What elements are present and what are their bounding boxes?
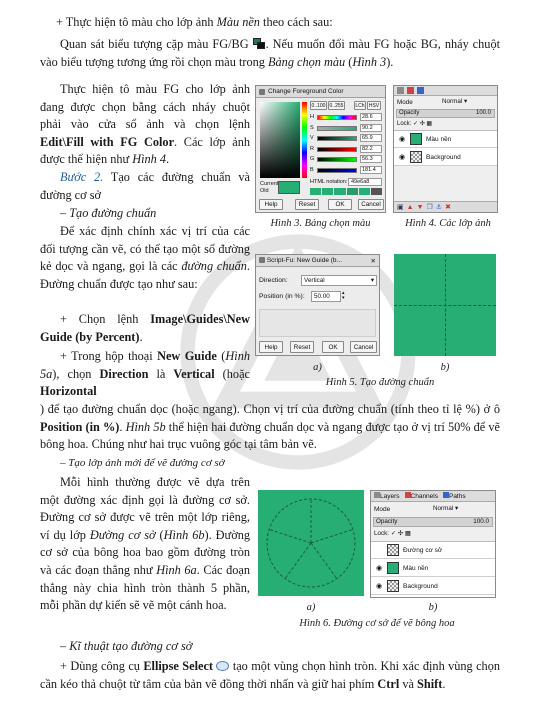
label-5a: a) [313, 362, 322, 373]
channel-sliders [310, 113, 384, 177]
tab-layers[interactable]: Layers [374, 492, 400, 500]
paragraph-fill-fg: Thực hiện tô màu FG cho lớp ảnh đang được chọn bằng cách nháy chuột phải vào cửa sổ ảnh và chọn lệnh Edit\Fill with FG Color. Các lớp ảnh được thể hiện như Hình 4. [40, 82, 250, 167]
label-5b: b) [440, 362, 450, 373]
dialog-title: Change Foreground Color [268, 88, 344, 95]
channel-value[interactable]: 181.4 [360, 166, 382, 174]
gimp-icon [259, 89, 265, 95]
base-segment [311, 543, 337, 579]
paragraph-guide-position: ) để tạo đường chuẩn dọc (hoặc ngang). Chọn vị trí của đường chuẩn (tính theo tỉ lệ %) ở ô Position (in %). Hình 5b thể hiện hai đường chuẩn dọc và ngang được tạo ở vị trí 50% để vẽ bông hoa. Chúng như hai trục vuông góc tại tâm bản vẽ. [40, 402, 500, 452]
opacity-value: 100.0 [473, 518, 489, 525]
scale-0-100-button[interactable]: 0..100 [311, 102, 326, 109]
paragraph-fgbg: Quan sát biểu tượng cặp màu FG/BG . Nếu muốn đổi màu FG hoặc BG, nháy chuột vào biểu tượng tương ứng rồi chọn màu trong Bảng chọn màu (Hình 3). [40, 37, 501, 69]
cancel-button[interactable]: Cancel [350, 341, 377, 353]
channel-label: B [310, 166, 314, 173]
lock-alpha-icon[interactable]: ▦ [426, 121, 433, 127]
lock-alpha-icon[interactable]: ▦ [404, 530, 411, 537]
layers-panel-fig4 [393, 85, 498, 213]
channel-slider[interactable] [317, 136, 357, 141]
layer-row[interactable] [371, 578, 495, 595]
color-history[interactable] [310, 188, 382, 195]
channel-slider[interactable] [317, 126, 357, 131]
channel-value[interactable]: 90.2 [360, 124, 382, 132]
layer-name: Background [426, 153, 461, 161]
channel-label: V [310, 135, 314, 141]
ok-button[interactable]: OK [328, 199, 352, 210]
opacity-slider[interactable] [396, 109, 495, 118]
caption-figure-4: Hình 4. Các lớp ảnh [405, 218, 491, 229]
layer-thumbnail [387, 580, 399, 592]
paths-tab-icon[interactable] [417, 87, 424, 94]
layer-row[interactable] [371, 542, 495, 559]
reset-button[interactable]: Reset [290, 341, 314, 353]
mode-select[interactable]: Normal ▾ [431, 505, 483, 515]
cancel-button[interactable]: Cancel [358, 199, 384, 210]
caption-figure-3: Hình 3. Bảng chọn màu [270, 218, 371, 229]
layer-list [371, 541, 495, 597]
paragraph-new-guide-dialog: + Trong hộp thoại New Guide (Hình 5a), chọn Direction là Vertical (hoặc Horizontal [40, 349, 250, 399]
raise-layer-icon[interactable]: ▲ [406, 203, 414, 211]
channel-label: H [310, 114, 314, 120]
channel-value[interactable]: 56.3 [360, 155, 382, 163]
layer-name: Background [403, 582, 438, 590]
channels-tab-icon[interactable] [407, 87, 414, 94]
lch-button[interactable]: LCh [355, 102, 365, 109]
layer-name: Màu nền [403, 564, 429, 572]
step2-heading: Bước 2. Tạo các đường chuẩn và đường cơ sở [40, 170, 250, 202]
script-fu-icon [259, 257, 265, 263]
base-segment [269, 529, 311, 543]
horizontal-guide [394, 305, 496, 306]
tab-channels[interactable]: Channels [405, 492, 438, 500]
opacity-label: Opacity [376, 518, 398, 525]
reset-button[interactable]: Reset [295, 199, 319, 210]
direction-select[interactable]: Vertical ▾ [301, 275, 377, 286]
channel-row[interactable] [310, 145, 384, 154]
caption-figure-5: Hình 5. Tạo đường chuẩn [325, 377, 435, 388]
canvas-with-guides [394, 254, 496, 356]
visibility-eye-icon[interactable]: ◉ [398, 136, 406, 143]
dialog-titlebar [256, 86, 385, 98]
paragraph-guide-def: Để xác định chính xác vị trí của các đối tượng cần vẽ, có thể tạo một số đường kẻ dọc và ngang, gọi là các đường chuẩn. Đường chuẩn được tạo như sau: [40, 224, 250, 291]
new-guide-dialog [255, 254, 380, 356]
direction-label: Direction: [259, 277, 288, 284]
current-label: Current [260, 181, 279, 187]
lock-position-icon[interactable]: ✣ [397, 530, 404, 537]
close-icon[interactable]: ✕ [370, 257, 376, 265]
layers-panel-fig6 [370, 490, 496, 598]
channel-slider[interactable] [317, 115, 357, 120]
html-notation-field[interactable]: 49e6a8 [348, 178, 382, 186]
lower-layer-icon[interactable]: ▼ [416, 203, 424, 211]
layer-toolbar [394, 201, 497, 212]
label-6b: b) [428, 602, 438, 613]
old-label: Old [260, 188, 269, 194]
mode-label: Mode [374, 506, 391, 513]
lock-position-icon[interactable]: ✣ [419, 121, 425, 127]
lock-pixels-icon[interactable]: ✓ [413, 121, 419, 127]
fgbg-icon [253, 38, 266, 49]
mode-label: Mode [397, 99, 413, 106]
channel-label: R [310, 145, 314, 152]
channel-row[interactable] [310, 134, 384, 143]
channel-row[interactable] [310, 155, 384, 164]
caption-figure-6: Hình 6. Đường cơ sở để vẽ bông hoa [299, 618, 455, 629]
paragraph-fill-intro: + Thực hiện tô màu cho lớp ảnh Màu nền theo cách sau: [56, 15, 333, 29]
label-6a: a) [306, 602, 316, 613]
channel-slider[interactable] [317, 147, 357, 152]
base-segment [311, 529, 353, 543]
layer-row[interactable] [394, 149, 497, 166]
channel-label: S [310, 124, 314, 131]
heading-technique: – Kĩ thuật tạo đường cơ sở [60, 639, 193, 653]
channel-slider[interactable] [317, 168, 357, 173]
html-notation-label: HTML notation: [310, 179, 348, 185]
base-circle-drawing [258, 490, 364, 596]
paragraph-base-line: Mỗi hình thường được vẽ dựa trên một đường xác định gọi là đường cơ sở. Đường cơ sở được vẽ trên một lớp riêng, ví dụ lớp Đường cơ sở (Hình 6b). Đường cơ sở của bông hoa bao gồm đường tròn và các đoạn thẳng như Hình 6a. Các đoạn thẳng này chia hình tròn thành 5 phần, mỗi phần dự kiến sẽ vẽ một cánh hoa. [40, 475, 250, 613]
panel-tab-icons [394, 86, 497, 96]
position-spinner[interactable]: ▴ ▾ [342, 290, 345, 301]
chevron-down-icon: ▾ [370, 277, 374, 284]
base-segment [285, 543, 311, 579]
new-layer-icon[interactable]: ▣ [397, 204, 404, 211]
change-fg-color-dialog [255, 85, 386, 213]
dialog-title: Script-Fu: New Guide (b... [266, 257, 342, 264]
opacity-label: Opacity [399, 110, 420, 116]
hue-strip[interactable] [302, 102, 307, 178]
channel-value[interactable]: 82.2 [360, 145, 382, 153]
lock-row: Lock: ✓ ✣ ▦ [397, 121, 433, 127]
position-field[interactable]: 50.00 [311, 291, 341, 302]
channel-label: G [310, 156, 315, 162]
current-color-swatch [278, 181, 300, 194]
visibility-eye-icon[interactable]: ◉ [398, 154, 406, 161]
ellipse-select-icon [216, 661, 229, 671]
heading-create-guide: – Tạo đường chuẩn [60, 206, 157, 220]
layer-thumbnail [387, 562, 399, 574]
position-label: Position (in %): [259, 293, 305, 300]
duplicate-layer-icon[interactable]: ❐ [426, 204, 433, 211]
channel-row[interactable] [310, 113, 384, 122]
hsv-button[interactable]: HSV [368, 102, 380, 109]
layer-row[interactable] [394, 131, 497, 148]
visibility-eye-icon[interactable]: ◉ [375, 583, 383, 590]
dialog-empty-area [259, 309, 376, 337]
layer-name: Màu nền [426, 135, 452, 143]
mode-select[interactable]: Normal ▾ [440, 98, 482, 107]
help-button[interactable]: Help [259, 341, 283, 353]
delete-layer-icon[interactable]: ✖ [445, 204, 451, 211]
color-picker-square[interactable] [260, 102, 300, 178]
paragraph-ellipse-select: + Dùng công cụ Ellipse Select tạo một vùng chọn hình tròn. Khi xác định vùng chọn cần kéo thả chuột từ tâm của bản vẽ đồng thời nhấn và giữ hai phím Ctrl và Shift. [40, 659, 500, 691]
layer-thumbnail [387, 544, 399, 556]
lock-pixels-icon[interactable]: ✓ [390, 530, 397, 537]
help-button[interactable]: Help [259, 199, 283, 210]
layer-thumbnail [410, 151, 422, 163]
layers-tab-icon[interactable] [397, 87, 404, 94]
channel-row[interactable] [310, 166, 384, 175]
channel-slider[interactable] [317, 157, 357, 162]
channel-row[interactable] [310, 124, 384, 133]
heading-new-layer: – Tạo lớp ảnh mới để vẽ đường cơ sở [60, 457, 225, 469]
lock-row: Lock: ✓ ✣ ▦ [374, 530, 411, 537]
layer-name: Đường cơ sở [403, 546, 443, 554]
channel-value[interactable]: 65.9 [360, 134, 382, 142]
opacity-value: 100.0 [475, 110, 491, 116]
panel-tabs [371, 491, 495, 502]
layer-thumbnail [410, 133, 422, 145]
anchor-layer-icon[interactable]: ⚓ [435, 204, 443, 211]
base-circle-canvas [258, 490, 364, 596]
paragraph-guide-command: + Chọn lệnh Image\Guides\New Guide (by Percent). [40, 312, 250, 344]
layer-list [394, 130, 497, 166]
ok-button[interactable]: OK [322, 341, 344, 353]
layer-row[interactable] [371, 560, 495, 577]
channel-value[interactable]: 28.6 [360, 113, 382, 121]
visibility-eye-icon[interactable]: ◉ [375, 565, 383, 572]
tab-paths[interactable]: Paths [443, 492, 466, 500]
scale-0-255-button[interactable]: 0..255 [329, 102, 344, 109]
opacity-slider[interactable] [373, 517, 493, 527]
dialog-titlebar [256, 255, 379, 267]
